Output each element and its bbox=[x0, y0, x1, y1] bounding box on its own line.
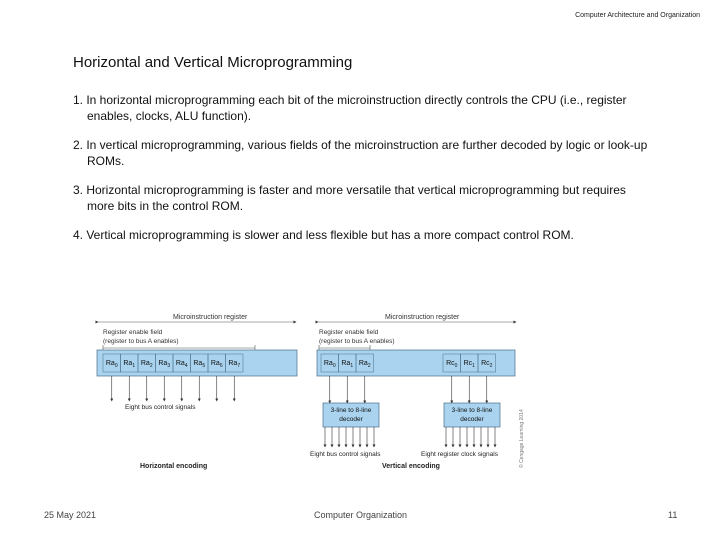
v-decoder-right-label-2: decoder bbox=[460, 416, 484, 423]
v-field-label-1: Register enable field bbox=[319, 329, 379, 336]
point-line2: enables, clocks, ALU function). bbox=[87, 109, 252, 123]
page-number: 11 bbox=[668, 510, 678, 520]
v-field-label-2: (register to bus A enables) bbox=[319, 338, 395, 345]
copyright-note: © Cengage Learning 2014 bbox=[519, 409, 525, 468]
point-line1: 3. Horizontal microprogramming is faster and more versatile that vertical microprogramming but requires bbox=[73, 183, 626, 197]
v-cell-label-left: $Ra_0$ bbox=[323, 360, 336, 369]
footer-center: Computer Organization bbox=[314, 510, 408, 520]
v-signals-left: Eight bus control signals bbox=[310, 451, 381, 458]
h-field-label-2: (register to bus A enables) bbox=[103, 338, 179, 345]
point-line1: 1. In horizontal microprogramming each bit of the microinstruction directly controls the CPU (i.e., register bbox=[73, 93, 627, 107]
h-signals-label: Eight bus control signals bbox=[125, 404, 196, 411]
v-cell-label-right: $Rc_0$ bbox=[446, 360, 458, 369]
point-line2: ROMs. bbox=[87, 154, 125, 168]
h-register-label: Microinstruction register bbox=[173, 314, 248, 321]
h-cell-label: $Ra_7$ bbox=[228, 360, 241, 369]
h-cell-label: $Ra_6$ bbox=[210, 360, 223, 369]
h-cell-label: $Ra_0$ bbox=[105, 360, 118, 369]
v-cell-label-left: $Ra_2$ bbox=[358, 360, 371, 369]
v-signals-right: Eight register clock signals bbox=[421, 451, 498, 458]
horizontal-encoding-diagram bbox=[97, 314, 297, 470]
vertical-encoding-diagram bbox=[310, 314, 515, 470]
list-item bbox=[73, 137, 703, 169]
list-item bbox=[73, 227, 703, 243]
h-cell-label: $Ra_5$ bbox=[193, 360, 206, 369]
point-line1: 2. In vertical microprogramming, various fields of the microinstruction are further decoded by logic or look-up bbox=[73, 138, 648, 152]
encoding-figure bbox=[95, 308, 530, 473]
footer-date: 25 May 2021 bbox=[44, 510, 97, 520]
list-item bbox=[73, 92, 703, 124]
h-field-label-1: Register enable field bbox=[103, 329, 163, 336]
h-cell-label: $Ra_2$ bbox=[140, 360, 153, 369]
h-cell-label: $Ra_1$ bbox=[123, 360, 136, 369]
v-decoder-right-label-1: 3-line to 8-line bbox=[451, 407, 493, 414]
v-caption: Vertical encoding bbox=[382, 463, 440, 470]
h-caption: Horizontal encoding bbox=[140, 463, 208, 470]
list-item bbox=[73, 182, 703, 214]
v-decoder-left-label-2: decoder bbox=[339, 416, 363, 423]
bullet-list bbox=[73, 92, 703, 256]
point-line2: more bits in the control ROM. bbox=[87, 199, 244, 213]
v-register-label: Microinstruction register bbox=[385, 314, 460, 321]
slide-title: Horizontal and Vertical Microprogramming bbox=[73, 54, 353, 71]
point-line1: 4. Vertical microprogramming is slower and less flexible but has a more compact control ROM. bbox=[73, 228, 574, 242]
h-cell-label: $Ra_3$ bbox=[158, 360, 171, 369]
v-decoder-left-label-1: 3-line to 8-line bbox=[330, 407, 372, 414]
h-cell-label: $Ra_4$ bbox=[175, 360, 188, 369]
header-course: Computer Architecture and Organization bbox=[575, 12, 700, 19]
v-cell-label-right: $Rc_2$ bbox=[481, 360, 493, 369]
v-cell-label-left: $Ra_1$ bbox=[341, 360, 354, 369]
v-cell-label-right: $Rc_1$ bbox=[463, 360, 475, 369]
